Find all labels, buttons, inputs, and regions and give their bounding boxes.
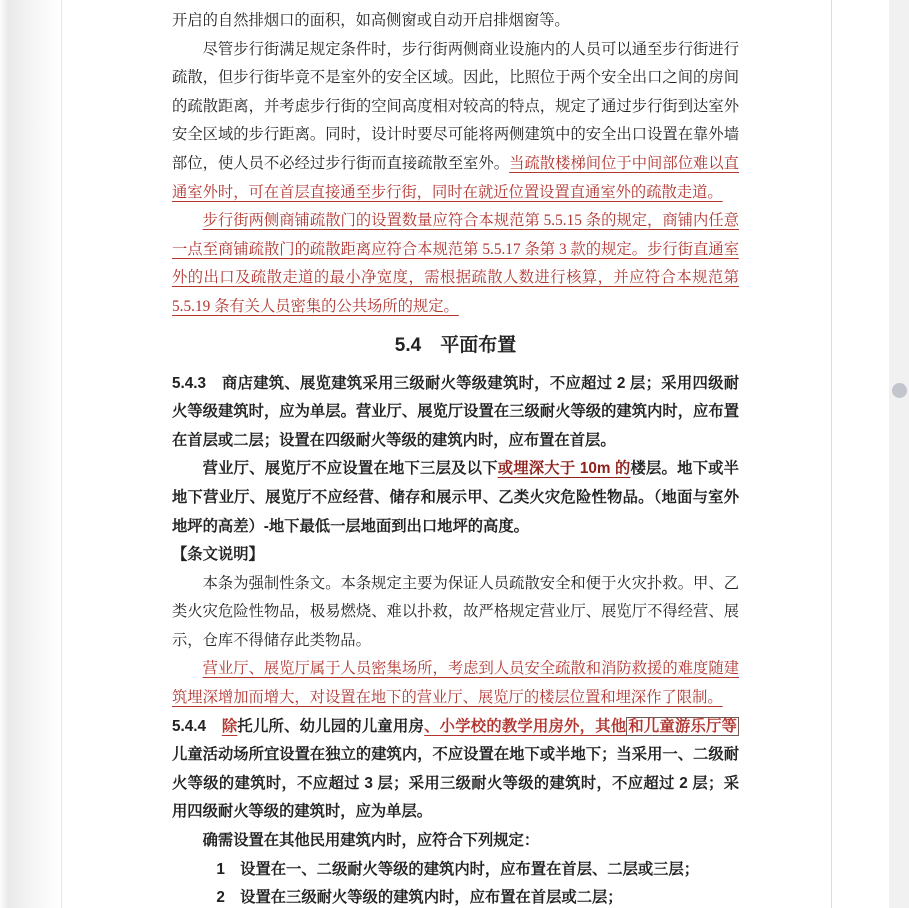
clause-5-4-4-other-buildings-intro <box>172 827 739 856</box>
para-mandatory-clause-explanation <box>172 570 739 656</box>
page-edge-shadow <box>0 0 62 908</box>
para-crowded-place-revision <box>172 655 739 712</box>
clause-5-4-3 <box>172 370 739 456</box>
text-run-normal: 5.4.4 <box>172 717 222 735</box>
text-run-normal: 5.4 平面布置 <box>394 334 517 356</box>
clause-5-4-3-basement <box>172 455 739 541</box>
text-run-normal: 托儿所、幼儿园的儿童用房 <box>237 717 425 735</box>
text-run-normal: 营业厅、展览厅不应设置在地下三层及以下 <box>202 460 498 478</box>
text-run-red: 、小学校的教学用房外，其他 <box>424 717 627 735</box>
text-run-redbox: 和儿童游乐厅等 <box>628 717 737 735</box>
para-smoke-vent-continuation <box>172 7 739 36</box>
clause-5-4-4-item-1 <box>172 856 739 885</box>
para-pedestrian-street-explanation <box>172 36 739 208</box>
text-run-normal: 2 设置在三级耐火等级的建筑内时，应布置在首层或二层； <box>216 889 623 907</box>
clause-5-4-4 <box>172 713 739 827</box>
text-run-normal: 本条为强制性条文。本条规定主要为保证人员疏散安全和便于火灾扑救。甲、乙类火灾危险性物品，极易燃烧、难以扑救，故严格规定营业厅、展览厅不得经营、展示，仓库不得储存此类物品。 <box>172 574 739 649</box>
text-run-red: 当疏散楼梯间位于中间部位难以直通室外时，可在首层直接通至步行街，同时在就近位置设置直通室外的疏散走道。 <box>172 154 739 201</box>
text-run-normal: 尽管步行街满足规定条件时，步行街两侧商业设施内的人员可以通至步行街进行疏散，但步行街毕竟不是室外的安全区域。因此，比照位于两个安全出口之间的房间的疏散距离，并考虑步行街的空间高度相对较高的特点，规定了通过步行街到达室外安全区域的步行距离。同时，设计时要尽可能将两侧建筑中的安全出口设置在靠外墙部位，使人员不必经过步行街而直接疏散至室外。 <box>172 40 739 172</box>
para-shop-evacuation-doors-revision <box>172 207 739 321</box>
scrollbar-thumb[interactable] <box>892 383 907 398</box>
text-run-normal: 5.4.3 商店建筑、展览建筑采用三级耐火等级建筑时，不应超过 2 层；采用四级耐火等级建筑时，应为单层。营业厅、展览厅设置在三级耐火等级的建筑内时，应布置在首层或二层；设置在四级耐火等级的建筑内时，应布置在首层。 <box>172 374 739 449</box>
section-heading-5-4 <box>172 329 739 363</box>
text-run-normal: 儿童活动场所宜设置在独立的建筑内，不应设置在地下或半地下；当采用一、二级耐火等级的建筑时，不应超过 3 层；采用三级耐火等级的建筑时，不应超过 2 层；采用四级耐火等级的建筑时，应为单层。 <box>172 746 739 821</box>
text-run-normal: 开启的自然排烟口的面积，如高侧窗或自动开启排烟窗等。 <box>172 12 570 29</box>
text-run-red: 步行街两侧商铺疏散门的设置数量应符合本规范第 5.5.15 条的规定，商铺内任意一点至商铺疏散门的疏散距离应符合本规范第 5.5.17 条第 3 款的规定。步行街直通室外的出口及疏散走道的最小净宽度，需根据疏散人数进行核算，并应符合本规范第 5.5.19 条有关人员密集的公共场所的规定。 <box>172 212 739 315</box>
text-run-red: 除 <box>221 717 238 735</box>
text-run-normal: 确需设置在其他民用建筑内时，应符合下列规定： <box>202 832 540 850</box>
text-run-normal: 【条文说明】 <box>172 546 264 564</box>
label-clause-explanation <box>172 541 739 570</box>
text-run-normal: 楼层。地下或半地下营业厅、展览厅不应经营、储存和展示甲、乙类火灾危险性物品。（地面与室外地坪的高差）-地下最低一层地面到出口地坪的高度。 <box>172 460 739 535</box>
clause-5-4-4-item-2 <box>172 884 739 908</box>
text-run-redbold: 或埋深大于 10m 的 <box>497 460 631 478</box>
text-run-normal: 1 设置在一、二级耐火等级的建筑内时，应布置在首层、二层或三层； <box>216 860 700 878</box>
scrollbar-track[interactable] <box>889 0 909 908</box>
text-run-red: 营业厅、展览厅属于人员密集场所，考虑到人员安全疏散和消防救援的难度随建筑埋深增加而增大，对设置在地下的营业厅、展览厅的楼层位置和埋深作了限制。 <box>172 660 739 707</box>
page-text <box>172 0 739 908</box>
